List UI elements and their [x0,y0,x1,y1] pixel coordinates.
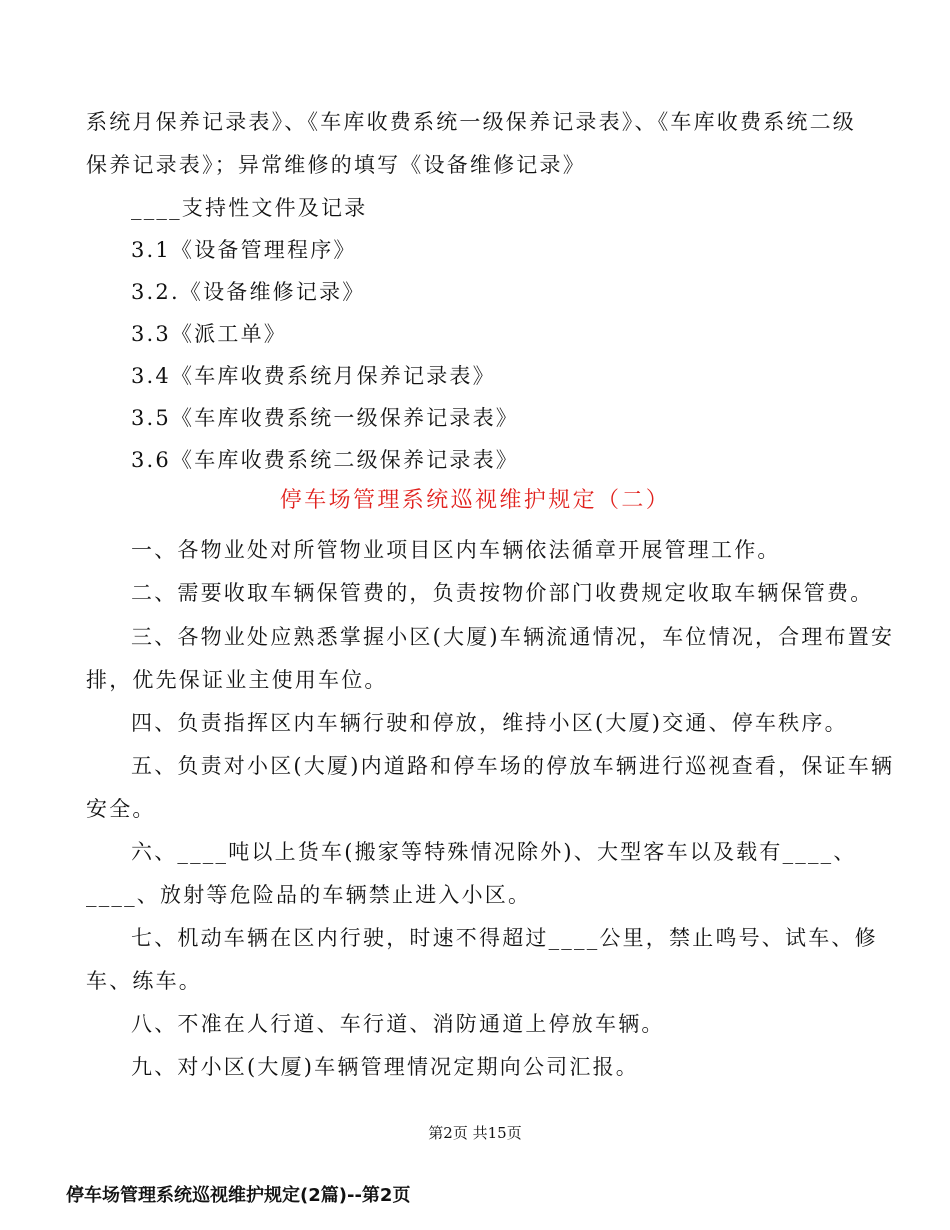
footer-doc-title: 停车场管理系统巡视维护规定(2篇)--第2页 [66,1185,411,1206]
paragraph-line: 八、不准在人行道、车行道、消防通道上停放车辆。 [131,1012,665,1036]
text-line: 保养记录表》；异常维修的填写《设备维修记录》 [86,153,586,177]
text-line: 系统月保养记录表》、《车库收费系统一级保养记录表》、《车库收费系统二级 [86,110,856,134]
paragraph-line: 二、需要收取车辆保管费的，负责按物价部门收费规定收取车辆保管费。 [131,581,874,605]
text-line: ____支持性文件及记录 [131,196,368,220]
paragraph-line: 排，优先保证业主使用车位。 [86,668,388,692]
paragraph-line: 车、练车。 [86,969,202,993]
paragraph-line: 一、各物业处对所管物业项目区内车辆依法循章开展管理工作。 [131,538,781,562]
section-title: 停车场管理系统巡视维护规定（二） [279,488,671,513]
paragraph-line: 七、机动车辆在区内行驶，时速不得超过____公里，禁止鸣号、试车、修 [131,926,878,950]
text-line: 3.3《派工单》 [131,322,287,346]
paragraph-line: 三、各物业处应熟悉掌握小区(大厦)车辆流通情况，车位情况，合理布置安 [131,625,895,649]
text-line: 3.4《车库收费系统月保养记录表》 [131,364,496,388]
text-line: 3.2.《设备维修记录》 [131,280,366,304]
paragraph-line: ____、放射等危险品的车辆禁止进入小区。 [86,883,532,907]
paragraph-line: 五、负责对小区(大厦)内道路和停车场的停放车辆进行巡视查看，保证车辆 [131,754,895,778]
paragraph-line: 九、对小区(大厦)车辆管理情况定期向公司汇报。 [131,1055,639,1079]
text-line: 3.5《车库收费系统一级保养记录表》 [131,406,519,430]
paragraph-line: 六、____吨以上货车(搬家等特殊情况除外)、大型客车以及载有____、 [131,840,857,864]
page-number: 第2页 共15页 [428,1124,522,1142]
text-line: 3.1《设备管理程序》 [131,238,357,262]
paragraph-line: 四、负责指挥区内车辆行驶和停放，维持小区(大厦)交通、停车秩序。 [131,711,848,735]
text-line: 3.6《车库收费系统二级保养记录表》 [131,448,519,472]
paragraph-line: 安全。 [86,797,156,821]
